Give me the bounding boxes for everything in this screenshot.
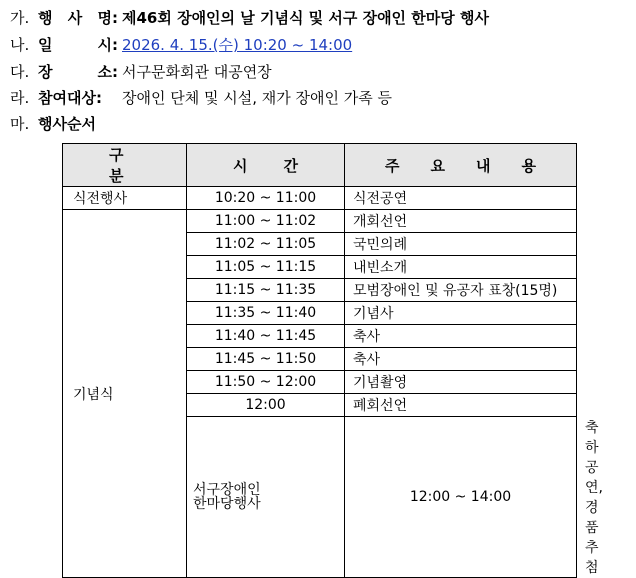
group-line: 서구장애인 <box>193 482 261 498</box>
info-label: 일 시: <box>38 36 118 54</box>
table-row <box>63 210 577 233</box>
schedule-table <box>62 143 603 578</box>
info-datetime <box>10 35 352 55</box>
content-cell: 국민의례 <box>345 233 577 256</box>
column-header-category: 구 분 <box>63 144 187 187</box>
info-program <box>10 114 122 134</box>
table-row: 서구장애인 한마당행사 12:00 ~ 14:00 축하공연, 경품추첨 <box>63 417 577 578</box>
content-cell: 기념촬영 <box>345 371 577 394</box>
time-cell: 11:40 ~ 11:45 <box>187 325 345 348</box>
time-cell: 12:00 <box>187 394 345 417</box>
list-marker: 라. <box>10 89 30 107</box>
time-cell: 11:02 ~ 11:05 <box>187 233 345 256</box>
content-cell: 식전공연 <box>345 187 577 210</box>
time-cell: 11:35 ~ 11:40 <box>187 302 345 325</box>
list-marker: 다. <box>10 63 30 81</box>
group-cell-festival <box>187 417 345 578</box>
table-row <box>63 187 577 210</box>
table-header-row <box>63 144 577 187</box>
info-value: 2026. 4. 15.(수) 10:20 ~ 14:00 <box>122 36 353 54</box>
info-value: 장애인 단체 및 시설, 재가 장애인 가족 등 <box>122 89 392 107</box>
group-cell-ceremony: 기념식 <box>63 210 187 578</box>
info-participants <box>10 88 392 108</box>
list-marker: 가. <box>10 9 30 27</box>
content-cell: 내빈소개 <box>345 256 577 279</box>
time-cell: 11:45 ~ 11:50 <box>187 348 345 371</box>
list-marker: 마. <box>10 115 30 133</box>
column-header-content: 주 요 내 용 <box>345 144 577 187</box>
info-label: 행 사 명: <box>38 9 118 27</box>
info-label: 장 소: <box>38 63 118 81</box>
time-cell: 11:50 ~ 12:00 <box>187 371 345 394</box>
list-marker: 나. <box>10 36 30 54</box>
time-cell: 11:15 ~ 11:35 <box>187 279 345 302</box>
content-cell: 축사 <box>345 325 577 348</box>
time-cell: 11:05 ~ 11:15 <box>187 256 345 279</box>
content-cell: 모범장애인 및 유공자 표창(15명) <box>345 279 577 302</box>
info-value: 서구문화회관 대공연장 <box>122 63 272 81</box>
info-label: 참여대상: <box>38 89 102 107</box>
content-cell: 폐회선언 <box>345 394 577 417</box>
time-cell: 12:00 ~ 14:00 <box>345 417 577 578</box>
info-place <box>10 62 272 82</box>
group-line: 한마당행사 <box>193 496 261 512</box>
content-cell: 축사 <box>345 348 577 371</box>
content-cell: 기념사 <box>345 302 577 325</box>
content-cell: 개회선언 <box>345 210 577 233</box>
group-cell-pre-event: 식전행사 <box>63 187 187 210</box>
time-cell: 11:00 ~ 11:02 <box>187 210 345 233</box>
info-label: 행사순서 <box>38 115 96 133</box>
column-header-time: 시 간 <box>187 144 345 187</box>
info-event-name <box>10 8 489 28</box>
time-cell: 10:20 ~ 11:00 <box>187 187 345 210</box>
info-value: 제46회 장애인의 날 기념식 및 서구 장애인 한마당 행사 <box>122 9 489 27</box>
